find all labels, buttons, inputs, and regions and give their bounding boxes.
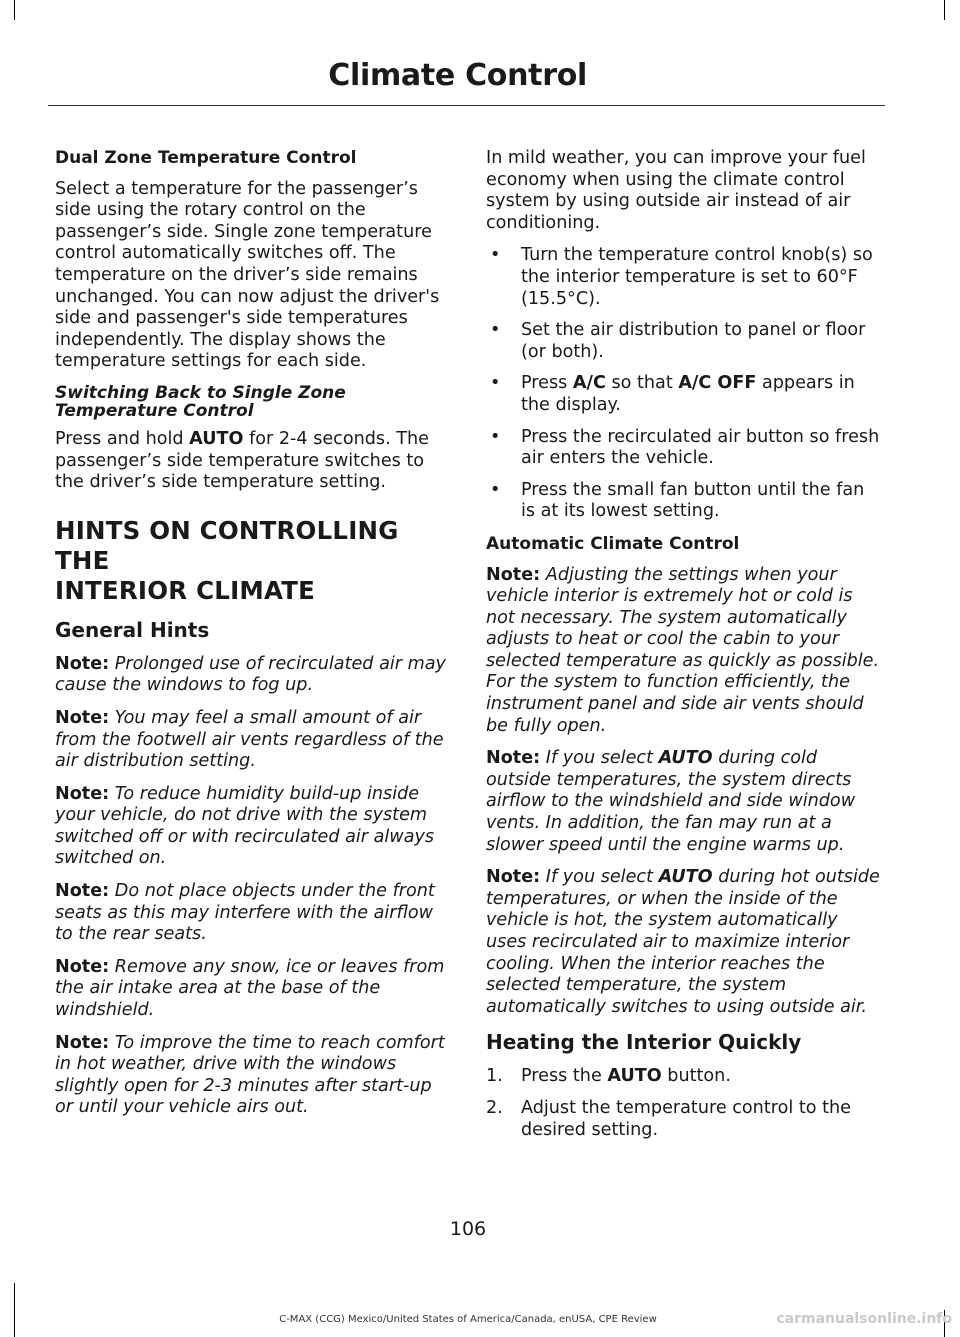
general-hints-heading: General Hints [55, 617, 210, 642]
fuel-economy-list [486, 245, 880, 523]
watermark: carmanualsonline.info [776, 1311, 952, 1327]
automatic-climate-heading: Automatic Climate Control [486, 533, 740, 554]
note-fog: Note: Prolonged use of recirculated air may cause the windows to fog up. [55, 653, 446, 696]
switch-back-heading: Switching Back to Single Zone Temperature Control [55, 382, 346, 421]
dual-zone-paragraph: Select a temperature for the passenger’s side using the rotary control on the passenger’s side. Single zone temperature control automatically switches off. The temperature on the driver’s side remains unchanged. You can now adjust the driver's side and passenger's side temperatures independently. The display shows the temperature settings for each side. [55, 178, 440, 372]
note-footwell: Note: You may feel a small amount of air from the footwell air vents regardless of the air distribution setting. [55, 707, 444, 772]
mild-weather-paragraph: In mild weather, you can improve your fuel economy when using the climate control system by using outside air instead of air conditioning. [486, 148, 866, 233]
page-header-title: Climate Control [328, 58, 587, 93]
list-item: • Turn the temperature control knob(s) so the interior temperature is set to 60°F (15.5°C). [490, 245, 873, 309]
document-footer: C-MAX (CCG) Mexico/United States of America/Canada, enUSA, CPE Review [279, 1314, 657, 1325]
list-item: 2. Adjust the temperature control to the desired setting. [486, 1097, 851, 1140]
crop-mark-top-left [14, 0, 15, 20]
right-column [486, 148, 880, 1152]
dual-zone-heading: Dual Zone Temperature Control [55, 148, 357, 168]
list-item: • Press the small fan button until the fan is at its lowest setting. [490, 479, 865, 522]
switch-back-paragraph: Press and hold AUTO for 2-4 seconds. The passenger’s side temperature switches to the driver’s side temperature setting. [55, 428, 430, 493]
list-item: • Press A/C so that A/C OFF appears in the display. [490, 373, 855, 415]
list-item: 1. Press the AUTO button. [486, 1066, 731, 1087]
note-auto-hot: Note: If you select AUTO during hot outside temperatures, or when the inside of the vehicle is hot, the system automatically uses recirculated air to maximize interior cooling. When the interior reaches the selected temperature, the system automatically switches to using outside air. [486, 867, 880, 1017]
note-front-seats: Note: Do not place objects under the front seats as this may interfere with the airflow to the rear seats. [55, 881, 435, 945]
header-divider [48, 105, 885, 106]
main-section-heading: HINTS ON CONTROLLING THE INTERIOR CLIMATE [55, 515, 399, 605]
auto-keyword: AUTO [189, 428, 244, 449]
heating-interior-heading: Heating the Interior Quickly [486, 1030, 802, 1055]
list-item: • Press the recirculated air button so fresh air enters the vehicle. [490, 426, 880, 469]
page-number: 106 [449, 1218, 487, 1240]
note-auto-cold: Note: If you select AUTO during cold outside temperatures, the system directs airflow to the windshield and side window vents. In addition, the fan may run at a slower speed until the engine warms up. [486, 748, 856, 855]
note-humidity: Note: To reduce humidity build-up inside your vehicle, do not drive with the system switched off or with recirculated air always switched on. [55, 783, 435, 869]
ac-off-keyword: A/C OFF [678, 373, 757, 394]
crop-mark-top-right [944, 0, 945, 20]
crop-mark-bottom-left [14, 1283, 15, 1337]
list-item: • Set the air distribution to panel or floor (or both). [490, 320, 866, 362]
left-column [55, 148, 447, 1130]
note-air-intake: Note: Remove any snow, ice or leaves from the air intake area at the base of the windshield. [55, 956, 445, 1021]
heating-steps-list [486, 1066, 880, 1141]
ac-keyword: A/C [572, 373, 606, 394]
note-hot-weather: Note: To improve the time to reach comfort in hot weather, drive with the windows slightly open for 2-3 minutes after start-up or until your vehicle airs out. [55, 1032, 445, 1118]
note-auto-settings: Note: Adjusting the settings when your vehicle interior is extremely hot or cold is not necessary. The system automatically adjusts to heat or cool the cabin to your selected temperature as quickly as possible. For the system to function efficiently, the instrument panel and side air vents should be fully open. [486, 564, 880, 736]
